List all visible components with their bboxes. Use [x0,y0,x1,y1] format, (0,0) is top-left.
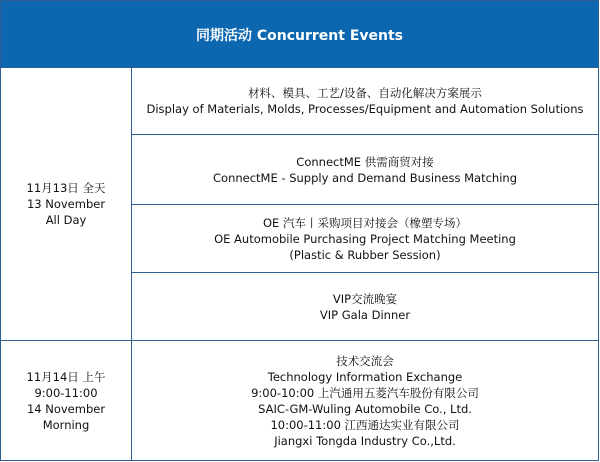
event-line: ConnectME 供需商贸对接 [296,154,434,169]
row-divider [131,134,598,135]
event-line: VIP Gala Dinner [319,307,411,322]
header-divider [1,67,598,68]
date-line: 9:00-11:00 [34,385,98,400]
event-cell-vip-dinner [132,273,598,340]
date-line: Morning [42,417,90,432]
event-line: OE 汽车丨采购项目对接会（橡塑专场） [263,215,467,230]
date-line: 11月13日 全天 [26,181,106,195]
date-cell-nov13 [1,68,131,340]
event-line: 10:00-11:00 江西通达实业有限公司 [270,417,460,432]
date-line: 14 November [26,401,106,416]
row-divider [131,272,598,273]
event-line: Jiangxi Tongda Industry Co.,Ltd. [274,433,456,448]
table-header [1,1,598,68]
column-divider [131,68,132,460]
event-line: Technology Information Exchange [267,369,463,384]
day-divider [1,340,598,341]
event-line: VIP交流晚宴 [332,291,398,306]
event-line: (Plastic & Rubber Session) [289,247,441,262]
event-cell-exhibition [132,68,598,134]
header-title: 同期活动 Concurrent Events [195,27,403,44]
event-line: SAIC-GM-Wuling Automobile Co., Ltd. [258,401,472,416]
date-line: 13 November [26,197,106,211]
date-line: 11月14日 上午 [26,369,106,384]
event-line: 技术交流会 [336,353,394,368]
event-cell-tech-exchange [132,341,598,460]
event-line: Display of Materials, Molds, Processes/Equipment and Automation Solutions [146,102,584,116]
event-cell-connectme [132,135,598,204]
date-cell-nov14 [1,341,131,460]
event-line: 材料、模具、工艺/设备、自动化解决方案展示 [248,86,482,100]
event-cell-oe-purchasing [132,205,598,272]
date-line: All Day [45,213,87,227]
row-divider [131,204,598,205]
event-line: ConnectME - Supply and Demand Business Matching [213,170,517,185]
event-line: 9:00-10:00 上汽通用五菱汽车股份有限公司 [251,385,479,400]
event-line: OE Automobile Purchasing Project Matching Meeting [214,231,516,246]
